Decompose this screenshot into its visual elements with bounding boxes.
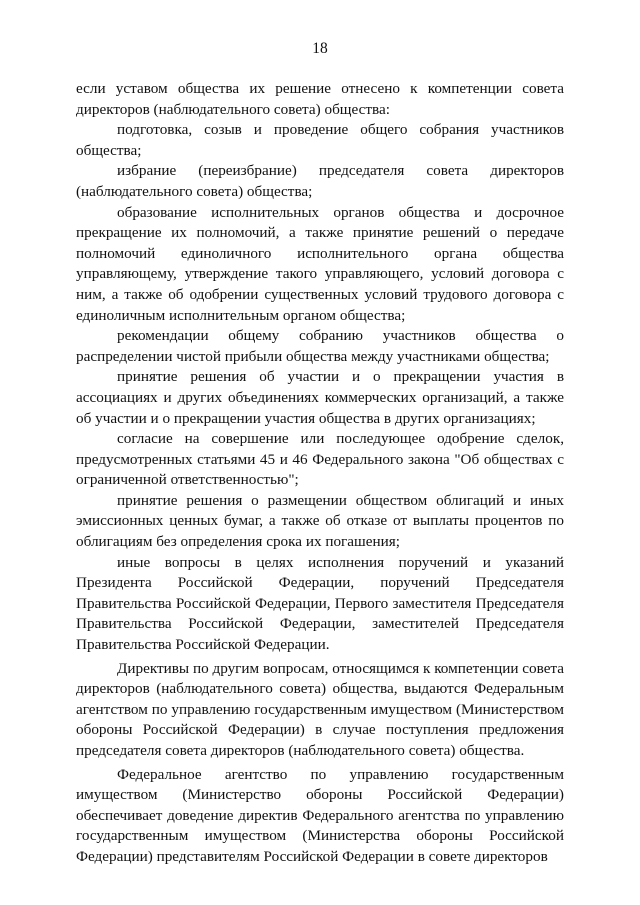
paragraph-directives-other: Директивы по другим вопросам, относящимся к компетенции совета директоров (наблюдательного совета) общества, выдаются Федеральным агентством по управлению государственным имуществом (Министерством обороны Российской Федерации) в случае поступления предложения председателя совета директоров (наблюдательного совета) общества. (76, 659, 564, 759)
paragraph-board-chair-election: избрание (переизбрание) председателя совета директоров (наблюдательного совета) общества; (76, 162, 564, 200)
paragraph-profit-distribution: рекомендации общему собранию участников общества о распределении чистой прибыли общества между участниками общества; (76, 327, 564, 365)
paragraph-general-meeting: подготовка, созыв и проведение общего собрания участников общества; (76, 121, 564, 159)
paragraph-other-issues: иные вопросы в целях исполнения поручений и указаний Президента Российской Федерации, поручений Председателя Правительства Российской Федерации, Первого заместителя Председателя Правительства Российской Федерации, заместителей Председателя Правительства Российской Федерации. (76, 553, 564, 654)
paragraph-directives-delivery: Федеральное агентство по управлению государственным имуществом (Министерство обороны Российской Федерации) обеспечивает доведение директив Федерального агентства по управлению государственным имуществом (Министерства обороны Российской Федерации) представителям Российской Федерации в совете директоров (76, 765, 564, 865)
paragraph-executive-bodies: образование исполнительных органов общества и досрочное прекращение их полномочий, а также принятие решений о передаче полномочий единоличного исполнительного органа общества управляющему, утверждение такого управляющего, условий договора с ним, а также об одобрении существенных условий трудового договора с единоличным исполнительным органом общества; (76, 203, 564, 324)
document-body (76, 79, 564, 868)
paragraph-continuation: если уставом общества их решение отнесено к компетенции совета директоров (наблюдательного совета) общества: (76, 80, 564, 118)
paragraph-transactions-approval: согласие на совершение или последующее одобрение сделок, предусмотренных статьями 45 и 46 Федерального закона "Об обществах с ограниченной ответственностью"; (76, 430, 564, 489)
page-number: 18 (312, 40, 328, 57)
paragraph-bonds-placement: принятие решения о размещении обществом облигаций и иных эмиссионных ценных бумаг, а также об отказе от выплаты процентов по облигациям без определения срока их погашения; (76, 491, 564, 551)
paragraph-associations: принятие решения об участии и о прекращении участия в ассоциациях и других объединениях коммерческих организаций, а также об участии и о прекращении участия общества в других организациях; (76, 368, 564, 427)
